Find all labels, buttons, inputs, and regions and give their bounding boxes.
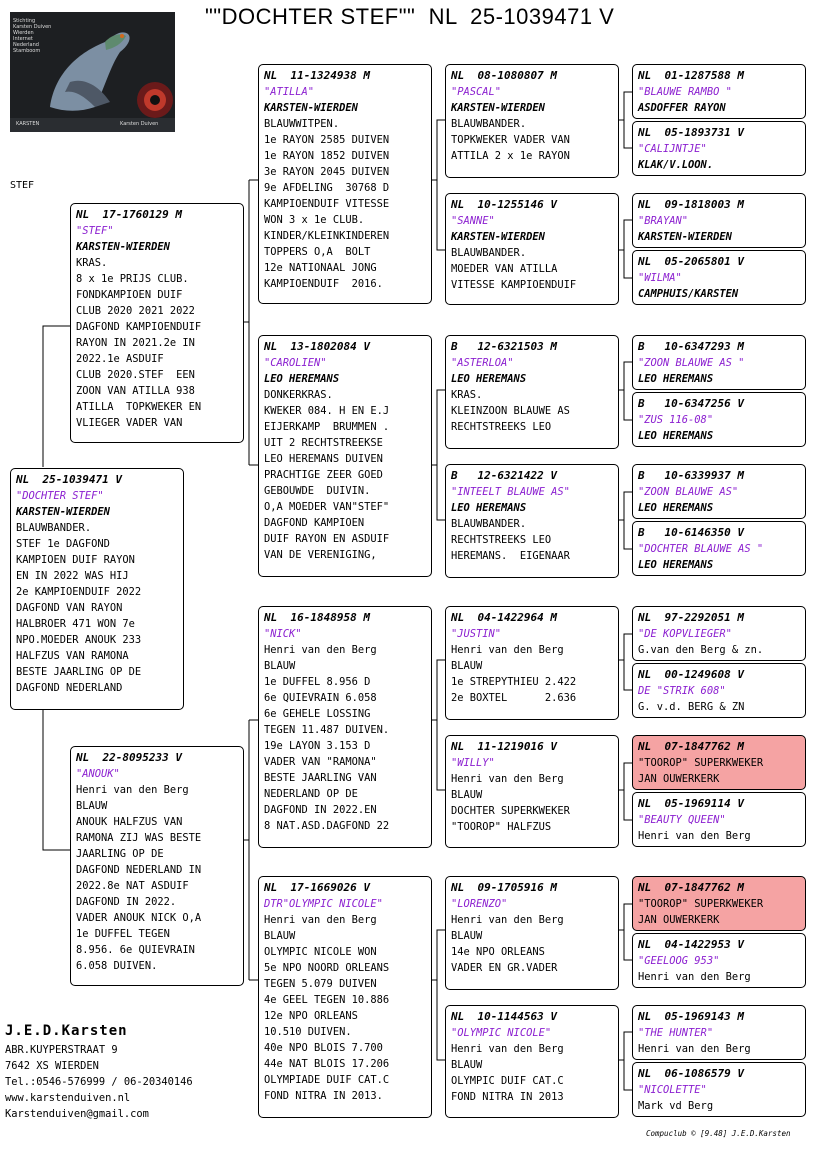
pigeon-name: "CALIJNTJE" <box>638 143 707 155</box>
pigeon-owner: KLAK/V.LOON. <box>638 159 714 171</box>
pigeon-card-gen5[interactable] <box>632 121 806 176</box>
connector-line <box>431 660 445 790</box>
pigeon-description: BLAUW OLYMPIC DUIF CAT.C FOND NITRA IN 2013 <box>451 1059 564 1103</box>
pigeon-card-gen5[interactable] <box>632 1005 806 1060</box>
breeder-website[interactable]: www.karstenduiven.nl <box>5 1092 131 1104</box>
pigeon-name: "ANOUK" <box>76 768 120 780</box>
pigeon-card-gen5[interactable] <box>632 335 806 390</box>
pigeon-card-gen5[interactable] <box>632 606 806 661</box>
ring-number: NL 05-2065801 V <box>638 255 744 268</box>
pigeon-owner: JAN OUWERKERK <box>638 773 720 785</box>
pigeon-card-gen5-highlighted[interactable] <box>632 876 806 931</box>
pigeon-owner: Henri van den Berg <box>638 1043 751 1055</box>
pigeon-name: "JUSTIN" <box>451 628 502 640</box>
ring-number: NL 17-1669026 V <box>264 881 370 894</box>
pigeon-name: "LORENZO" <box>451 898 508 910</box>
ring-number: NL 22-8095233 V <box>76 751 182 764</box>
pigeon-description: BLAUWBANDER. TOPKWEKER VADER VAN ATTILA 2 x 1e RAYON <box>451 118 570 162</box>
pigeon-card-grandparent[interactable] <box>258 64 432 304</box>
pigeon-card-gen5[interactable] <box>632 792 806 847</box>
logo-bottom-left-text: KARSTEN <box>16 121 40 127</box>
pigeon-owner: Henri van den Berg <box>264 914 377 926</box>
breeder-phone: Tel.:0546-576999 / 06-20340146 <box>5 1076 193 1088</box>
pigeon-name: "INTEELT BLAUWE AS" <box>451 486 570 498</box>
pigeon-card-great-grandparent[interactable] <box>445 64 619 178</box>
logo-text-line: Nederland <box>13 42 39 48</box>
ring-number: NL 04-1422964 M <box>451 611 557 624</box>
pigeon-name: "BLAUWE RAMBO " <box>638 86 732 98</box>
logo-text-line: Karsten Duiven <box>13 24 52 30</box>
ring-number: NL 08-1080807 M <box>451 69 557 82</box>
pigeon-card-gen5[interactable] <box>632 250 806 305</box>
ring-number: NL 10-1255146 V <box>451 198 557 211</box>
pigeon-owner: LEO HEREMANS <box>451 373 527 385</box>
pigeon-card-mother[interactable] <box>70 746 244 986</box>
pigeon-owner: JAN OUWERKERK <box>638 914 720 926</box>
pigeon-name: "BEAUTY QUEEN" <box>638 814 726 826</box>
ring-number: B 10-6347293 M <box>638 340 744 353</box>
pigeon-name: DTR"OLYMPIC NICOLE" <box>264 898 383 910</box>
pigeon-card-grandparent[interactable] <box>258 335 432 577</box>
ring-number: NL 17-1760129 M <box>76 208 182 221</box>
ring-number: NL 13-1802084 V <box>264 340 370 353</box>
pigeon-name: "CAROLIEN" <box>264 357 327 369</box>
breeder-contact <box>5 1020 193 1122</box>
pigeon-owner: LEO HEREMANS <box>638 559 714 571</box>
pigeon-owner: Henri van den Berg <box>638 830 751 842</box>
pigeon-owner: Henri van den Berg <box>451 773 564 785</box>
pigeon-name: "WILLY" <box>451 757 495 769</box>
ring-number: NL 05-1893731 V <box>638 126 744 139</box>
ring-number: NL 00-1249608 V <box>638 668 744 681</box>
connector-line <box>618 904 632 960</box>
pigeon-description: DONKERKRAS. KWEKER 084. H EN E.J EIJERKAMP BRUMMEN . UIT 2 RECHTSTREEKSE LEO HEREMANS DUIVEN PRACHTIGE ZEER GOED GEBOUWDE DUIVIN. O,A MOEDER VAN"STEF" DAGFOND KAMPIOEN DUIF RAYON EN ASDUIF VAN DE VERENIGING, <box>264 389 390 561</box>
connector-line <box>43 326 70 467</box>
ring-number: NL 04-1422953 V <box>638 938 744 951</box>
ring-number: NL 09-1818003 M <box>638 198 744 211</box>
pigeon-owner: KARSTEN-WIERDEN <box>76 241 170 253</box>
pigeon-owner: LEO HEREMANS <box>451 502 527 514</box>
ring-number: NL 05-1969143 M <box>638 1010 744 1023</box>
ring-number: NL 10-1144563 V <box>451 1010 557 1023</box>
pigeon-name: "STEF" <box>76 225 114 237</box>
pigeon-owner: Mark vd Berg <box>638 1100 714 1112</box>
pigeon-owner: Henri van den Berg <box>451 644 564 656</box>
pigeon-card-great-grandparent[interactable] <box>445 335 619 449</box>
ring-number: NL 25-1039471 V <box>16 473 122 486</box>
ring-number: NL 09-1705916 M <box>451 881 557 894</box>
pigeon-card-subject[interactable] <box>10 468 184 710</box>
logo-text-line: Stichting <box>13 18 36 24</box>
connector-line <box>431 390 445 520</box>
ring-number: B 10-6146350 V <box>638 526 744 539</box>
pigeon-description: BLAUW 1e DUFFEL 8.956 D 6e QUIEVRAIN 6.058 6e GEHELE LOSSING TEGEN 11.487 DUIVEN. 19e LAYON 3.153 D VADER VAN "RAMONA" BESTE JAARLING VAN NEDERLAND OP DE DAGFOND IN 2022.EN 8 NAT.ASD.DAGFOND 22 <box>264 660 390 832</box>
footer-credit: Compuclub © [9.48] J.E.D.Karsten <box>646 1129 791 1138</box>
pigeon-owner: Henri van den Berg <box>264 644 377 656</box>
pigeon-description: KRAS. 8 x 1e PRIJS CLUB. FONDKAMPIOEN DUIF CLUB 2020 2021 2022 DAGFOND KAMPIOENDUIF RAYON IN 2021.2e IN 2022.1e ASDUIF CLUB 2020.STEF EEN ZOON VAN ATILLA 938 ATILLA TOPKWEKER EN VLIEGER VADER VAN <box>76 257 202 429</box>
pigeon-name: "WILMA" <box>638 272 682 284</box>
pigeon-card-grandparent[interactable] <box>258 876 432 1118</box>
pigeon-owner: KARSTEN-WIERDEN <box>264 102 358 114</box>
ring-number: B 10-6339937 M <box>638 469 744 482</box>
pigeon-name: "ZOON BLAUWE AS" <box>638 486 739 498</box>
pigeon-name: "ASTERLOA" <box>451 357 514 369</box>
connector-line <box>618 92 632 148</box>
ring-number: NL 97-2292051 M <box>638 611 744 624</box>
pigeon-name: "ATILLA" <box>264 86 315 98</box>
ring-number: B 10-6347256 V <box>638 397 744 410</box>
pigeon-card-gen5[interactable] <box>632 1062 806 1117</box>
ring-number: NL 16-1848958 M <box>264 611 370 624</box>
ring-number: NL 11-1324938 M <box>264 69 370 82</box>
pigeon-owner: LEO HEREMANS <box>638 373 714 385</box>
pigeon-description: BLAUWBANDER. MOEDER VAN ATILLA VITESSE KAMPIOENDUIF <box>451 247 577 291</box>
ring-number: NL 06-1086579 V <box>638 1067 744 1080</box>
pigeon-owner: G. v.d. BERG & ZN <box>638 701 745 713</box>
logo-text-line: Stamboom <box>13 48 41 54</box>
ring-number: NL 01-1287588 M <box>638 69 744 82</box>
ring-number: NL 11-1219016 V <box>451 740 557 753</box>
pigeon-owner: KARSTEN-WIERDEN <box>638 231 732 243</box>
logo-text-line: Internet <box>13 36 33 42</box>
pigeon-card-gen5[interactable] <box>632 392 806 447</box>
pigeon-card-great-grandparent[interactable] <box>445 876 619 990</box>
pigeon-description: BLAUW 14e NPO ORLEANS VADER EN GR.VADER <box>451 930 558 974</box>
pigeon-description: BLAUW 1e STREPYTHIEU 2.422 2e BOXTEL 2.636 <box>451 660 577 704</box>
page-title: ""DOCHTER STEF"" NL 25-1039471 V <box>205 4 615 29</box>
pigeon-name: "BRAYAN" <box>638 215 689 227</box>
ring-number: NL 07-1847762 M <box>638 740 744 753</box>
pigeon-description: BLAUWWITPEN. 1e RAYON 2585 DUIVEN 1e RAYON 1852 DUIVEN 3e RAYON 2045 DUIVEN 9e AFDELING 30768 D KAMPIOENDUIF VITESSE WON 3 x 1e CLUB. KINDER/KLEINKINDEREN TOPPERS O,A BOLT 12e NATIONAAL JONG KAMPIOENDUIF 2016. <box>264 118 390 290</box>
pigeon-name: "DE KOPVLIEGER" <box>638 628 732 640</box>
pigeon-name: "SANNE" <box>451 215 495 227</box>
breeder-street: ABR.KUYPERSTRAAT 9 <box>5 1044 118 1056</box>
logo-text-line: Wierden <box>13 30 34 36</box>
connector-line <box>43 710 70 850</box>
pigeon-owner: Henri van den Berg <box>638 971 751 983</box>
connector-line <box>618 634 632 690</box>
pigeon-owner: Henri van den Berg <box>451 1043 564 1055</box>
pigeon-owner: LEO HEREMANS <box>638 430 714 442</box>
pigeon-owner: CAMPHUIS/KARSTEN <box>638 288 739 300</box>
pigeon-name: "PASCAL" <box>451 86 502 98</box>
pigeon-name: "ZUS 116-08" <box>638 414 714 426</box>
pigeon-card-gen5[interactable] <box>632 521 806 576</box>
pigeon-name: "OLYMPIC NICOLE" <box>451 1027 552 1039</box>
breeder-name: J.E.D.Karsten <box>5 1023 128 1039</box>
pigeon-card-great-grandparent[interactable] <box>445 606 619 720</box>
pigeon-owner: KARSTEN-WIERDEN <box>16 506 110 518</box>
pigeon-name: "TOOROP" SUPERKWEKER <box>638 757 764 769</box>
pigeon-owner: G.van den Berg & zn. <box>638 644 764 656</box>
connector-line <box>431 930 445 1060</box>
pigeon-card-father[interactable] <box>70 203 244 443</box>
pigeon-card-gen5[interactable] <box>632 663 806 718</box>
pigeon-card-gen5-highlighted[interactable] <box>632 735 806 790</box>
pigeon-description: BLAUW ANOUK HALFZUS VAN RAMONA ZIJ WAS BESTE JAARLING OP DE DAGFOND NEDERLAND IN 2022.8e NAT ASDUIF DAGFOND IN 2022. VADER ANOUK NICK O,A 1e DUFFEL TEGEN 8.956. 6e QUIEVRAIN 6.058 DUIVEN. <box>76 800 202 972</box>
pigeon-name: "NICK" <box>264 628 302 640</box>
ring-number: B 12-6321503 M <box>451 340 557 353</box>
pigeon-card-gen5[interactable] <box>632 64 806 119</box>
pigeon-description: BLAUWBANDER. RECHTSTREEKS LEO HEREMANS. EIGENAAR <box>451 518 570 562</box>
pigeon-owner: LEO HEREMANS <box>638 502 714 514</box>
pigeon-description: KRAS. KLEINZOON BLAUWE AS RECHTSTREEKS LEO <box>451 389 570 433</box>
pigeon-name: "GEELOOG 953" <box>638 955 720 967</box>
connector-line <box>618 763 632 820</box>
pigeon-description: BLAUW OLYMPIC NICOLE WON 5e NPO NOORD ORLEANS TEGEN 5.079 DUIVEN 4e GEEL TEGEN 10.886 12e NPO ORLEANS 10.510 DUIVEN. 40e NPO BLOIS 7.700 44e NAT BLOIS 17.206 OLYMPIADE DUIF CAT.C FOND NITRA IN 2013. <box>264 930 390 1102</box>
connector-line <box>618 492 632 549</box>
breeder-city: 7642 XS WIERDEN <box>5 1060 99 1072</box>
ring-number: NL 05-1969114 V <box>638 797 744 810</box>
pigeon-owner: KARSTEN-WIERDEN <box>451 102 545 114</box>
pigeon-name: "TOOROP" SUPERKWEKER <box>638 898 764 910</box>
connector-line <box>618 362 632 420</box>
pigeon-card-great-grandparent[interactable] <box>445 735 619 848</box>
pigeon-card-gen5[interactable] <box>632 464 806 519</box>
pigeon-card-great-grandparent[interactable] <box>445 464 619 578</box>
connector-line <box>618 220 632 278</box>
pigeon-name: "THE HUNTER" <box>638 1027 714 1039</box>
pigeon-owner: ASDOFFER RAYON <box>638 102 726 114</box>
pigeon-description: BLAUW DOCHTER SUPERKWEKER "TOOROP" HALFZUS <box>451 789 570 833</box>
pigeon-owner: Henri van den Berg <box>451 914 564 926</box>
connector-line <box>431 120 445 250</box>
pigeon-owner: LEO HEREMANS <box>264 373 340 385</box>
pigeon-name: "ZOON BLAUWE AS " <box>638 357 745 369</box>
pigeon-card-great-grandparent[interactable] <box>445 193 619 305</box>
pigeon-card-grandparent[interactable] <box>258 606 432 848</box>
top-label: STEF <box>10 180 35 191</box>
pigeon-description: BLAUWBANDER. STEF 1e DAGFOND KAMPIOEN DUIF RAYON EN IN 2022 WAS HIJ 2e KAMPIOENDUIF 2022 DAGFOND VAN RAYON HALBROER 471 WON 7e NPO.MOEDER ANOUK 233 HALFZUS VAN RAMONA BESTE JAARLING OP DE DAGFOND NEDERLAND <box>16 522 142 694</box>
ring-number: B 12-6321422 V <box>451 469 557 482</box>
pigeon-name: "DOCHTER BLAUWE AS " <box>638 543 764 555</box>
pigeon-card-gen5[interactable] <box>632 193 806 248</box>
pigeon-name: DE "STRIK 608" <box>638 685 726 697</box>
breeder-email[interactable]: Karstenduiven@gmail.com <box>5 1108 149 1120</box>
pigeon-card-gen5[interactable] <box>632 933 806 988</box>
logo-bottom-right-text: Karsten Duiven <box>120 121 159 127</box>
ring-number: NL 07-1847762 M <box>638 881 744 894</box>
pigeon-card-great-grandparent[interactable] <box>445 1005 619 1118</box>
pigeon-name: "NICOLETTE" <box>638 1084 707 1096</box>
pigeon-name: "DOCHTER STEF" <box>16 490 104 502</box>
connector-line <box>618 1032 632 1090</box>
pigeon-owner: KARSTEN-WIERDEN <box>451 231 545 243</box>
pigeon-owner: Henri van den Berg <box>76 784 189 796</box>
